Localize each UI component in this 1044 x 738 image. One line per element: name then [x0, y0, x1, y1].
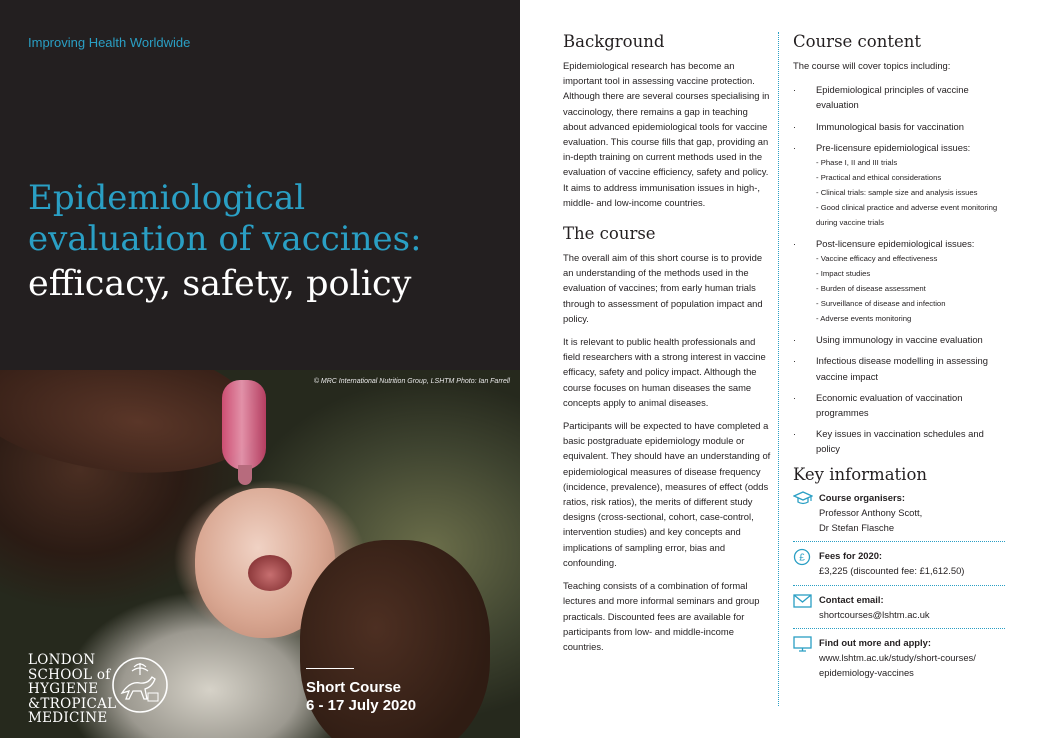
tagline: Improving Health Worldwide [28, 35, 191, 50]
sub-item: - Surveillance of disease and infection [816, 299, 946, 309]
course-paragraph: Participants will be expected to have completed a basic postgraduate epidemiology module or equivalent. They should have an understanding of epidemiological measures of disease frequency (incidence, prevalence), measures of effect (odds ratios, risk ratios), the merits of different study designs (cross-sectional, cohort, case-control, intervention studies) and key concepts and implications of sampling error, bias and confounding. [563, 420, 771, 568]
title-line-2: evaluation of vaccines: [28, 219, 422, 259]
middle-column [563, 32, 771, 662]
divider [306, 668, 354, 669]
column-divider [778, 32, 779, 706]
sub-item: - Clinical trials: sample size and analysis issues [816, 188, 978, 198]
photo-dropper [222, 380, 266, 470]
key-information-heading: Key information [793, 464, 927, 484]
list-item: · Post-licensure epidemiological issues: - Vaccine efficacy and effectiveness - Impact studies - Burden of disease assessment - Surveillance of disease and infection - Adverse events monitoring [793, 236, 1005, 326]
the-course-heading: The course [563, 224, 656, 244]
envelope-icon [793, 592, 813, 610]
more-info-row: Find out more and apply: www.lshtm.ac.uk/study/short-courses/ epidemiology-vaccines [793, 635, 1005, 687]
contact-email-link[interactable]: shortcourses@lshtm.ac.uk [819, 608, 930, 620]
title-line-1: Epidemiological [28, 178, 306, 218]
sub-item: - Phase I, II and III trials [816, 158, 898, 168]
cover-panel [0, 0, 520, 738]
list-item: · Immunological basis for vaccination [793, 119, 1005, 134]
svg-text:£: £ [799, 552, 805, 564]
course-content-heading: Course content [793, 32, 922, 51]
crest-icon [108, 653, 168, 715]
page-title [28, 178, 498, 305]
graduation-cap-icon [793, 490, 813, 508]
fees-row: £ Fees for 2020: £3,225 (discounted fee: £1,612.50) [793, 548, 1005, 585]
photo-dropper-tip [238, 465, 252, 485]
background-text: Epidemiological research has become an important tool in assessing vaccine protection. Although there are several courses specialising in vaccinology, there remains a gap in teaching about advanced epidemiological tools for vaccine evaluation. This course fills that gap, providing an in-depth training on current methods used in the evaluation of vaccine efficiency, safety and policy. It aims to address immunisation issues in high-, middle- and low-income countries. [563, 60, 770, 208]
list-item: · Pre-licensure epidemiological issues: - Phase I, II and III trials - Practical and ethical considerations - Clinical trials: sample size and analysis issues - Good clinical practice and adverse event monitoring during vaccine trials [793, 140, 1005, 230]
sub-item: - Adverse events monitoring [816, 314, 912, 324]
bullet: · [793, 238, 797, 250]
bullet: · [793, 428, 797, 440]
list-item: · Economic evaluation of vaccination programmes [793, 391, 963, 419]
list-item: · Using immunology in vaccine evaluation [793, 332, 1005, 347]
logo-wordmark: LONDON SCHOOL of HYGIENE &TROPICAL MEDICINE [28, 652, 117, 726]
course-type: Short Course [306, 679, 402, 696]
monitor-icon [793, 635, 813, 653]
course-paragraph: The overall aim of this short course is to provide an understanding of the methods used in the evaluation of vaccines; from early human trials through to assessment of population impact and policy. [563, 252, 763, 324]
course-dates: 6 - 17 July 2020 [306, 697, 417, 714]
sub-item: - Practical and ethical considerations [816, 173, 942, 183]
bullet: · [793, 84, 797, 96]
background-heading: Background [563, 32, 665, 51]
title-line-3: efficacy, safety, policy [28, 264, 412, 304]
photo-mouth [248, 555, 292, 591]
cover-photo [0, 370, 520, 738]
course-dates-badge [306, 668, 466, 715]
course-url-link[interactable]: www.lshtm.ac.uk/study/short-courses/ epidemiology-vaccines [819, 652, 976, 679]
photo-credit: © MRC International Nutrition Group, LSHTM Photo: Ian Farrell [313, 378, 510, 385]
bullet: · [793, 355, 797, 367]
sub-item: - Burden of disease assessment [816, 284, 926, 294]
list-item: · Key issues in vaccination schedules and policy [793, 428, 984, 455]
sub-item: - Good clinical practice and adverse event monitoring during vaccine trials [816, 203, 998, 228]
course-paragraph: Teaching consists of a combination of formal lectures and more informal seminars and group practicals. Discounted fees are available for participants from low- and middle-income countries. [563, 580, 760, 652]
course-content-intro: The course will cover topics including: [793, 60, 951, 71]
sub-item: - Vaccine efficacy and effectiveness [816, 254, 938, 264]
lshtm-logo [28, 652, 178, 726]
pound-icon [793, 548, 813, 566]
right-column [793, 32, 1005, 693]
topic-list [793, 82, 1005, 456]
bullet: · [793, 391, 797, 403]
bullet: · [793, 141, 797, 153]
organisers-row: Course organisers: Professor Anthony Scott, Dr Stefan Flasche [793, 490, 1005, 543]
bullet: · [793, 120, 797, 132]
sub-item: - Impact studies [816, 269, 871, 279]
list-item: · Epidemiological principles of vaccine evaluation [793, 84, 969, 111]
list-item: · Infectious disease modelling in assessing vaccine impact [793, 355, 988, 382]
course-paragraph: It is relevant to public health professionals and field researchers with a strong interest in vaccine efficacy, safety and policy impact. Although the course focuses on human diseases the same concepts apply to animal diseases. [563, 336, 766, 408]
contact-row: Contact email: shortcourses@lshtm.ac.uk [793, 592, 1005, 629]
bullet: · [793, 334, 797, 346]
